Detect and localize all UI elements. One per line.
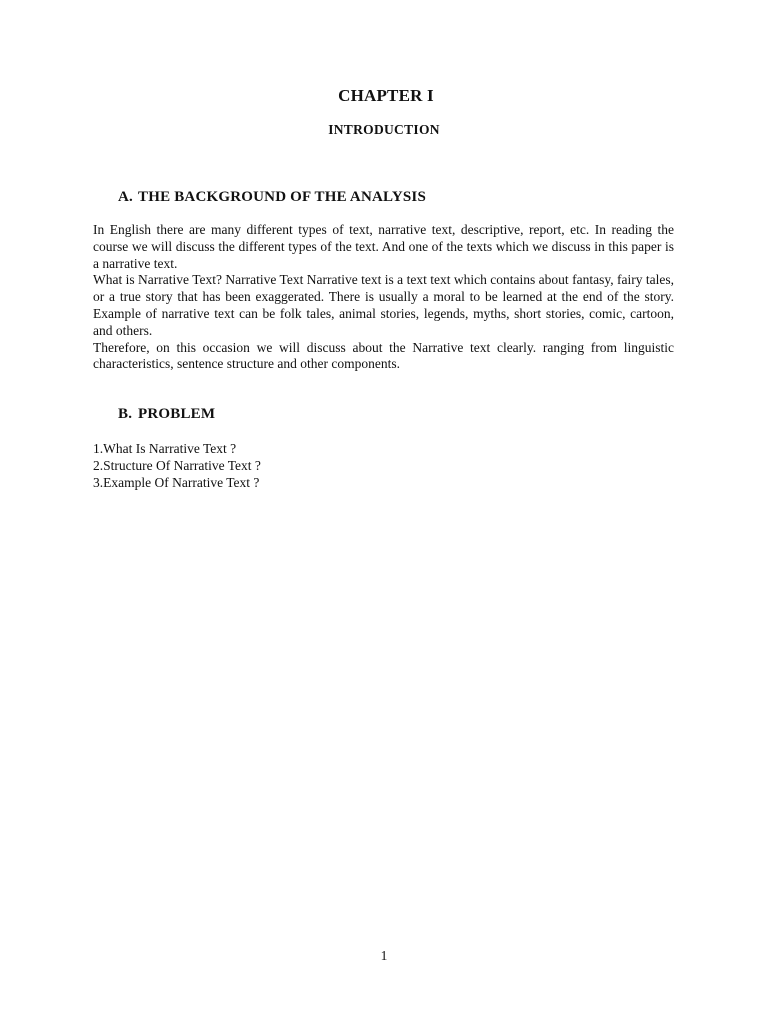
paragraph: Therefore, on this occasion we will discuss about the Narrative text clearly. ranging from linguistic characteristics, sentence structure and other components. [93,339,674,372]
section-a-body [93,222,674,373]
section-b-marker: B. [118,406,133,422]
section-b-title: PROBLEM [138,406,216,422]
section-a-title: THE BACKGROUND OF THE ANALYSIS [138,189,427,205]
section-b-heading [118,406,215,423]
paragraph: In English there are many different types of text, narrative text, descriptive, report, etc. In reading the course we will discuss the different types of the text. And one of the texts which we discuss in this paper is a narrative text. [93,222,674,271]
section-a-heading [118,189,426,206]
chapter-title: CHAPTER I [338,86,434,105]
section-a-marker: A. [118,189,133,205]
problem-list [93,440,493,491]
chapter-subtitle: INTRODUCTION [328,122,440,137]
paragraph: What is Narrative Text? Narrative Text Narrative text is a text text which contains about fantasy, fairy tales, or a true story that has been exaggerated. There is usually a moral to be learned at the end of the story. Example of narrative text can be folk tales, animal stories, legends, myths, short stories, comic, cartoon, and others. [93,272,674,338]
list-item: 3.Example Of Narrative Text ? [93,475,260,490]
list-item: 2.Structure Of Narrative Text ? [93,458,261,473]
list-item: 1.What Is Narrative Text ? [93,441,237,456]
page-number: 1 [380,948,388,963]
